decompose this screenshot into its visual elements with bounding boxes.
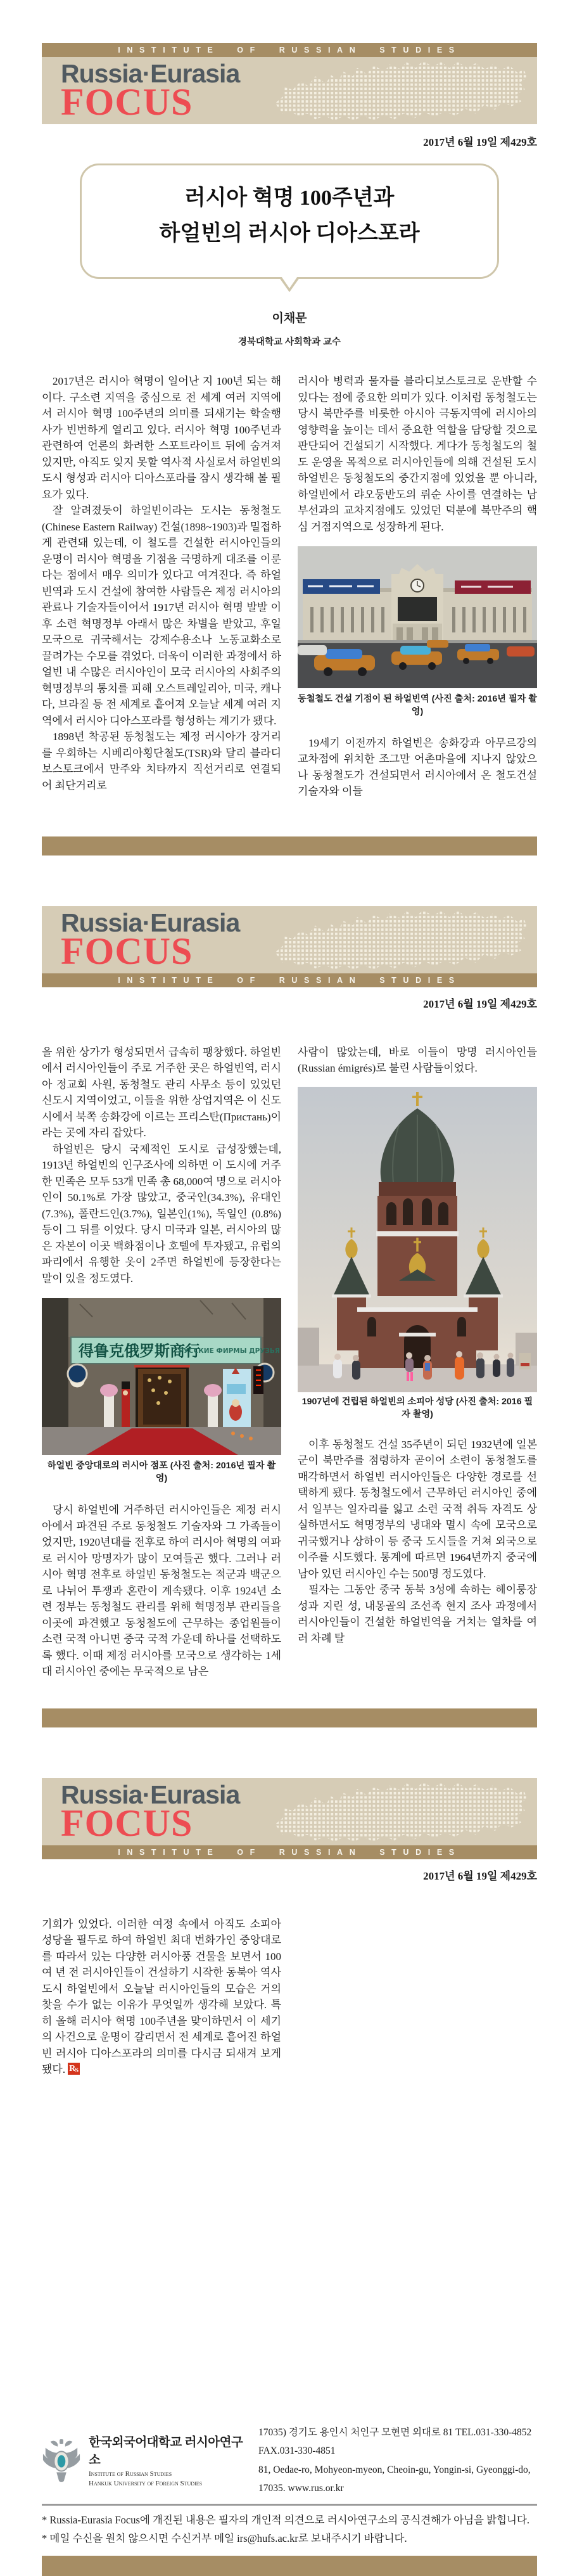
brand-russia-eurasia: Russia·Eurasia (61, 907, 240, 937)
institute-eagle-emblem (42, 2437, 81, 2484)
footer-address-korean: 17035) 경기도 용인시 처인구 모현면 외대로 81 TEL.031-330-4852 FAX.031-330-4851 (258, 2426, 532, 2457)
institute-band-label: INSTITUTE OF RUSSIAN STUDIES (118, 46, 461, 54)
paragraph: 1898년 착공된 동청철도는 제정 러시아가 장거리를 우회하는 시베리아횡단철도(TSR)와 달리 블라디보스토크에서 만주와 치타까지 직선거리로 연결되어 최단거리로 (42, 731, 281, 791)
photo-caption: 동철철도 건설 기점이 된 하얼빈역 (사진 출처: 2016년 필자 촬영) (298, 694, 538, 717)
footer (42, 2423, 537, 2576)
brand-russia-eurasia: Russia·Eurasia (61, 59, 240, 88)
photo-caption: 하얼빈 중앙대로의 러시아 점포 (사진 출처: 2016년 필자 촬영) (47, 1461, 276, 1484)
paragraph: 이후 동청철도 건설 35주년이 되던 1932년에 일본군이 북만주를 점령하자 곧이어 소련이 동청철도를 매각하면서 하얼빈 러시아인들은 다양한 경로를 선택하게 됐다. 동청철도에서 근무하던 러시아인 중에서 일부는 일자리를 잃고 소련 국적 취득 자격도 상실하면서도 혁명정부의 냉대와 멸시 속에 모국으로 귀국했거나 상하이 등 중국 도시들을 거쳐 외국으로 이주를 시도했다. 통계에 따르면 1964년까지 중국에 남아 있던 러시아인 수는 500명 정도였다. (298, 1438, 537, 1580)
page1-column-right (298, 373, 537, 800)
footer-unsubscribe-note: * 메일 수신을 원치 않으시면 수신거부 메일 irs@hufs.ac.kr로 보내주시기 바랍니다. (42, 2532, 407, 2544)
page2-columns (42, 1044, 537, 1680)
issue-date: 2017년 6월 19일 제429호 (423, 136, 537, 148)
photo-russian-store (42, 1298, 281, 1455)
page2-column-right (298, 1044, 537, 1680)
masthead (42, 57, 537, 124)
end-mark-rs: R S (69, 2064, 79, 2074)
article-title-line2: 하얼빈의 러시아 디아스포라 (159, 222, 420, 246)
photo-sophia-cathedral (298, 1087, 537, 1392)
brand-focus: FOCUS (61, 1802, 193, 1844)
footer-org-english-1: Institute of Russian Studies (89, 2470, 172, 2478)
page3-columns (42, 1916, 537, 2078)
page-2 (42, 906, 537, 1727)
page1-columns (42, 373, 537, 800)
newsletter-logo (61, 61, 239, 121)
page-3 (42, 1778, 537, 2576)
page1-footer-band (42, 836, 537, 855)
masthead (42, 906, 537, 973)
paragraph: 러시아 병력과 물자를 블라디보스토크로 운반할 수 있다는 점에 중요한 의미가 있다. 이처럼 동청철도는 당시 북만주를 비롯한 아시아 극동지역에 러시아의 영향력을 높이는 데서 중요한 역할을 담당할 것으로 판단되어 건설되기 시작했다. 게다가 동청철도의 철도 운영을 목적으로 러시아인들에 의해 건설된 도시 하얼빈은 동청철도의 중간지점에 있었을 뿐 아니라, 하얼빈에서 랴오둥반도의 뤼순 사이를 연결하는 남부선과의 교차지점에도 있었던 덕분에 북만주의 핵심 거점지역으로 성장하게 된다. (298, 375, 537, 533)
page-1 (42, 0, 537, 855)
paragraph: 2017년은 러시아 혁명이 일어난 지 100년 되는 해이다. 구소련 지역을 중심으로 전 세계 여러 지역에서 러시아 혁명 100주년의 의미를 되새기는 학술행사가 빈번하게 열리고 있다. 러시아 혁명 100주년과 관련하여 언론의 화려한 스포트라이트 뒤에 숨겨져 있지만, 아직도 잊지 못할 역사적 사실로서 하얼빈의 도시 형성과 러시아 디아스포라를 잠시 생각해 볼 필요가 있다. (42, 375, 281, 501)
institute-band-label: INSTITUTE OF RUSSIAN STUDIES (118, 1847, 461, 1857)
title-box-pointer (279, 277, 300, 292)
article-title-line1: 러시아 혁명 100주년과 (184, 186, 395, 210)
brand-focus: FOCUS (61, 81, 193, 123)
footer-org-korean: 한국외국어대학교 러시아연구소 (89, 2435, 243, 2468)
store-sign-chinese: 得鲁克俄罗斯商行 (79, 1343, 200, 1361)
paragraph: 사람이 많았는데, 바로 이들이 망명 러시아인들(Russian émigrés)로 불린 사람들이었다. (298, 1046, 537, 1075)
page3-column-right (298, 1916, 537, 2078)
newsletter-logo (61, 1779, 240, 1844)
page1-column-left (42, 373, 281, 800)
page3-column-left (42, 1916, 281, 2078)
title-box (80, 163, 499, 279)
issue-date: 2017년 6월 19일 제429호 (423, 997, 537, 1010)
author-affiliation: 경북대학교 사회학과 교수 (238, 337, 341, 348)
page3-footer-band (42, 2556, 537, 2576)
paragraph: 당시 하얼빈에 거주하던 러시아인들은 제정 러시아에서 파견된 주로 동청철도 기술자와 그 가족들이었지만, 1920년대를 전후로 하여 러시아 혁명의 여파로 러시아 망명자가 많이 모여들곤 했다. 그러나 러시아 혁명 전후로 하얼빈 동청철도는 적군과 백군으로 나뉘어 투쟁과 혼란이 계속됐다. 이후 1924년 소련 정부는 동청철도 관리를 위해 혁명정부 관리들을 이곳에 파견했고 동청철도에 근무하는 종업원들이 소련 국적 아니면 중국 국적 가운데 하나를 선택하도록 했다. 이때 제정 러시아를 모국으로 생각하는 1세대 러시아인 중에는 무국적으로 남은 (42, 1504, 281, 1678)
paragraph: 필자는 그동안 중국 동북 3성에 속하는 헤이룽장 성과 지린 성, 내몽골의 조선족 현지 조사 과정에서 러시아인들이 건설한 하얼빈역을 거치는 열차를 여러 차례 탈 (298, 1584, 537, 1644)
photo-harbin-station (298, 546, 537, 688)
footer-disclaimer: * Russia-Eurasia Focus에 개진된 내용은 필자의 개인적 의견으로 러시아연구소의 공식견해가 아님을 밝힙니다. (42, 2514, 529, 2527)
institute-band (42, 1845, 537, 1859)
footer-org-english-2: Hankuk University of Foreign Studies (89, 2480, 203, 2488)
page2-footer-band (42, 1708, 537, 1727)
store-sign-russian: РУССКИЕ ФИРМЫ ДРУЗЬЯ (179, 1347, 280, 1355)
institute-band (42, 973, 537, 987)
paragraph: 을 위한 상가가 형성되면서 급속히 팽창했다. 하얼빈에서 러시아인들이 주로 거주한 곳은 하얼빈역, 러시아 정교회 사원, 동청철도 관리 사무소 등이 있었던 신도시 지역이었고, 이들을 위한 상업지역은 이 신도시에서 북쪽 송화강에 이르는 프리스탄(Пристань)이라는 곳에 자리 잡았다. (42, 1046, 281, 1139)
russia-dotted-map (265, 907, 537, 973)
masthead (42, 1778, 537, 1845)
paragraph: 19세기 이전까지 하얼빈은 송화강과 아무르강의 교차점에 위치한 조그만 어촌마을에 지나지 않았으나 동청철도가 건설되면서 러시아에서 온 철도건설 기술자와 이들 (298, 736, 537, 798)
paragraph: 하얼빈은 당시 국제적인 도시로 급성장했는데, 1913년 하얼빈의 인구조사에 의하면 이 도시에 거주한 민족은 모두 53개 민족 총 68,000여 명으로 러시아인이 50.1%로 가장 많았고, 중국인(34.3%), 유대인(7.3%), 폴란드인(3.7%), 일본인(1%), 독일인 (0.8%) 등이 그 뒤를 이었다. 당시 미국과 일본, 러시아의 많은 자본이 이곳 백화점이나 호텔에 투자됐고, 유럽의 파리에서 유행한 옷이 2주면 하얼빈에 등장한다는 말이 있을 정도였다. (42, 1143, 281, 1285)
footer-address-english: 81, Oedae-ro, Mohyeon-myeon, Cheoin-gu, Yongin-si, Gyeonggi-do, 17035. www.rus.or.kr (258, 2464, 531, 2494)
institute-band (42, 43, 537, 57)
russia-dotted-map (265, 58, 537, 124)
author-name: 이채문 (272, 312, 307, 326)
photo-caption: 1907년에 건립된 하얼빈의 소피아 성당 (사진 출처: 2016 필자 촬영) (301, 1396, 533, 1419)
page2-column-left (42, 1044, 281, 1680)
russia-dotted-map (265, 1779, 537, 1845)
brand-russia-eurasia: Russia·Eurasia (61, 1779, 240, 1809)
paragraph: 기회가 있었다. 이러한 여정 속에서 아직도 소피아 성당을 필두로 하여 하얼빈 최대 번화가인 중앙대로를 따라서 있는 다양한 러시아풍 건물을 보면서 100여 년 전 러시아인들이 건설하기 시작한 동북아 역사 도시 하얼빈에서 오늘날 러시아인들의 모습은 거의 찾을 수가 없는 이유가 무엇일까 생각해 보았다. 특히 올해 러시아 혁명 100주년을 맞이하면서 이 세기의 사건으로 운명이 갈리면서 전 세계로 흩어진 하얼빈 러시아 디아스포라의 의미를 다시금 되새겨 보게 됐다. R S (42, 1918, 281, 2076)
paragraph: 잘 알려졌듯이 하얼빈이라는 도시는 동청철도(Chinese Eastern Railway) 건설(1898~1903)과 밀접하게 관련돼 있는데, 이 철도를 건설한 러시아인들의 운명이 러시아 혁명을 기점을 극명하게 대조를 이룬다는 점에서 매우 의미가 있다고 여겨진다. 즉 하얼빈역과 도시 건설에 참여한 사람들은 제정 러시아의 관료나 기술자들이어서 1917년 러시아 혁명 발발 이후 소련 혁명정부 아래서 많은 차별을 받았고, 후일 모국으로 귀국해서는 강제수용소나 노동교화소로 끌려가는 수모를 겪었다. 더욱이 이러한 과정에서 하얼빈 내 수많은 러시아인이 모국 러시아의 사회주의 혁명정부의 통치를 피해 오스트레일리아, 미국, 캐나다, 브라질 등 전 세계로 흩어져 오늘날 세계 여러 지역에서 러시아 디아스포라를 형성하는 계기가 됐다. (42, 504, 281, 727)
institute-band-label: INSTITUTE OF RUSSIAN STUDIES (118, 975, 461, 985)
brand-focus: FOCUS (61, 930, 193, 972)
newsletter-logo (61, 907, 240, 972)
footer-divider (42, 2504, 537, 2506)
issue-date: 2017년 6월 19일 제429호 (423, 1869, 537, 1882)
